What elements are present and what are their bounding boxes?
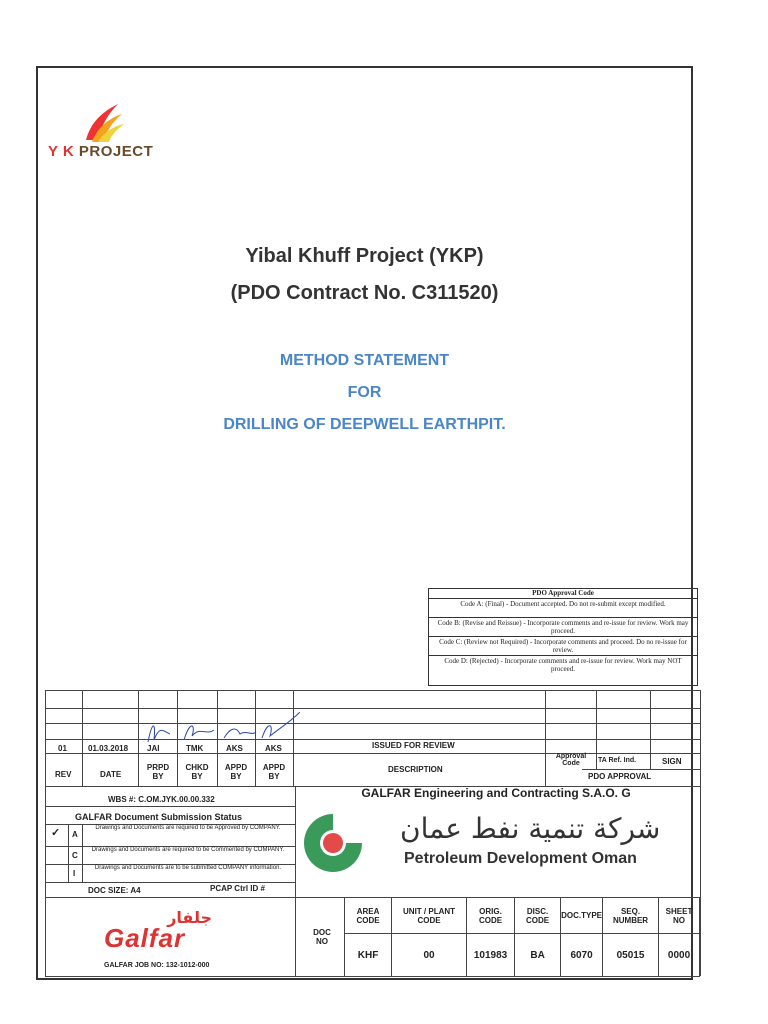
galfar-job-number: GALFAR JOB NO: 132-1012-000: [104, 962, 210, 969]
approval-code-b: Code B: (Revise and Reissue) - Incorporate comments and re-issue for review. Work may proceed.: [429, 618, 697, 637]
unit-plant-code-value: 00: [392, 934, 467, 977]
seq-number-value: 05015: [603, 934, 659, 977]
orig-code-header: ORIG. CODE: [467, 898, 515, 934]
project-title: Yibal Khuff Project (YKP): [245, 245, 484, 267]
status-code-i: I: [73, 869, 76, 878]
date-header: DATE: [100, 770, 122, 779]
galfar-logo: [104, 908, 212, 954]
pdo-logo-icon: [302, 812, 364, 874]
status-code-a: A: [72, 830, 78, 839]
doc-no-label: DOC NO: [313, 928, 331, 946]
chkd-value: TMK: [186, 744, 204, 753]
description-value: ISSUED FOR REVIEW: [372, 741, 455, 750]
date-value: 01.03.2018: [88, 744, 129, 753]
unit-plant-code-header: UNIT / PLANT CODE: [392, 898, 467, 934]
sheet-no-value: 0000: [659, 934, 700, 977]
rev-value: 01: [58, 744, 67, 753]
rev-header: REV: [55, 770, 72, 779]
area-code-value: KHF: [345, 934, 392, 977]
pdo-approval-header: PDO Approval Code: [429, 589, 697, 599]
galfar-arabic-text: جلفار: [167, 908, 212, 927]
method-for: FOR: [347, 384, 382, 401]
pdo-arabic-name: شركة تنمية نفط عمان: [400, 812, 661, 845]
description-header: DESCRIPTION: [388, 765, 443, 774]
check-mark-icon: ✓: [51, 827, 61, 839]
approval-code-header: Approval Code: [555, 753, 587, 767]
doc-number-table: [344, 897, 700, 977]
logo-text: Y K PROJECT: [48, 143, 154, 160]
doc-type-header: DOC.TYPE: [561, 898, 603, 934]
pcap-ctrl-id: PCAP Ctrl ID #: [210, 884, 265, 893]
appd1-value: AKS: [226, 744, 243, 753]
disc-code-value: BA: [515, 934, 561, 977]
area-code-header: AREA CODE: [345, 898, 392, 934]
ta-ref-header: TA Ref. Ind.: [598, 757, 637, 764]
pdo-approval-code-box: [428, 588, 698, 686]
galfar-company-name: GALFAR Engineering and Contracting S.A.O. G: [361, 786, 631, 800]
seq-number-header: SEQ. NUMBER: [603, 898, 659, 934]
status-text-c: Drawings and Documents are required to be Commented by COMPANY.: [91, 847, 285, 853]
chkd-header: CHKD BY: [185, 763, 209, 781]
galfar-logo-text: Galfar: [104, 923, 186, 953]
sign-header: SIGN: [662, 757, 682, 766]
pdo-approval-header: PDO APPROVAL: [588, 772, 652, 781]
appd1-header: APPD BY: [224, 763, 248, 781]
appd2-value: AKS: [265, 744, 282, 753]
method-subject: DRILLING OF DEEPWELL EARTHPIT.: [223, 416, 506, 433]
appd2-header: APPD BY: [262, 763, 286, 781]
disc-code-header: DISC. CODE: [515, 898, 561, 934]
doc-type-value: 6070: [561, 934, 603, 977]
prpd-value: JAI: [147, 744, 160, 753]
wbs-number: WBS #: C.OM.JYK.00.00.332: [108, 795, 215, 804]
contract-number: (PDO Contract No. C311520): [230, 282, 499, 304]
approval-code-d: Code D: (Rejected) - Incorporate comments and re-issue for review. Work may NOT proceed.: [444, 657, 682, 673]
status-text-i: Drawings and Documents are to be submitted COMPANY information.: [94, 865, 282, 871]
submission-status-title: GALFAR Document Submission Status: [75, 812, 243, 822]
orig-code-value: 101983: [467, 934, 515, 977]
status-code-c: C: [72, 851, 78, 860]
prpd-header: PRPD BY: [146, 763, 170, 781]
approval-code-a: Code A: (Final) - Document accepted. Do not re-submit except modified.: [429, 599, 697, 618]
pdo-company-name: Petroleum Development Oman: [404, 850, 637, 867]
approval-code-c: Code C: (Review not Required) - Incorporate comments and proceed. Do no re-issue for review.: [429, 637, 697, 656]
sheet-no-header: SHEET NO: [659, 898, 700, 934]
status-text-a: Drawings and Documents are required to be Approved by COMPANY.: [95, 825, 281, 831]
doc-size: DOC SIZE: A4: [88, 886, 141, 895]
method-statement-title: METHOD STATEMENT: [279, 352, 450, 369]
